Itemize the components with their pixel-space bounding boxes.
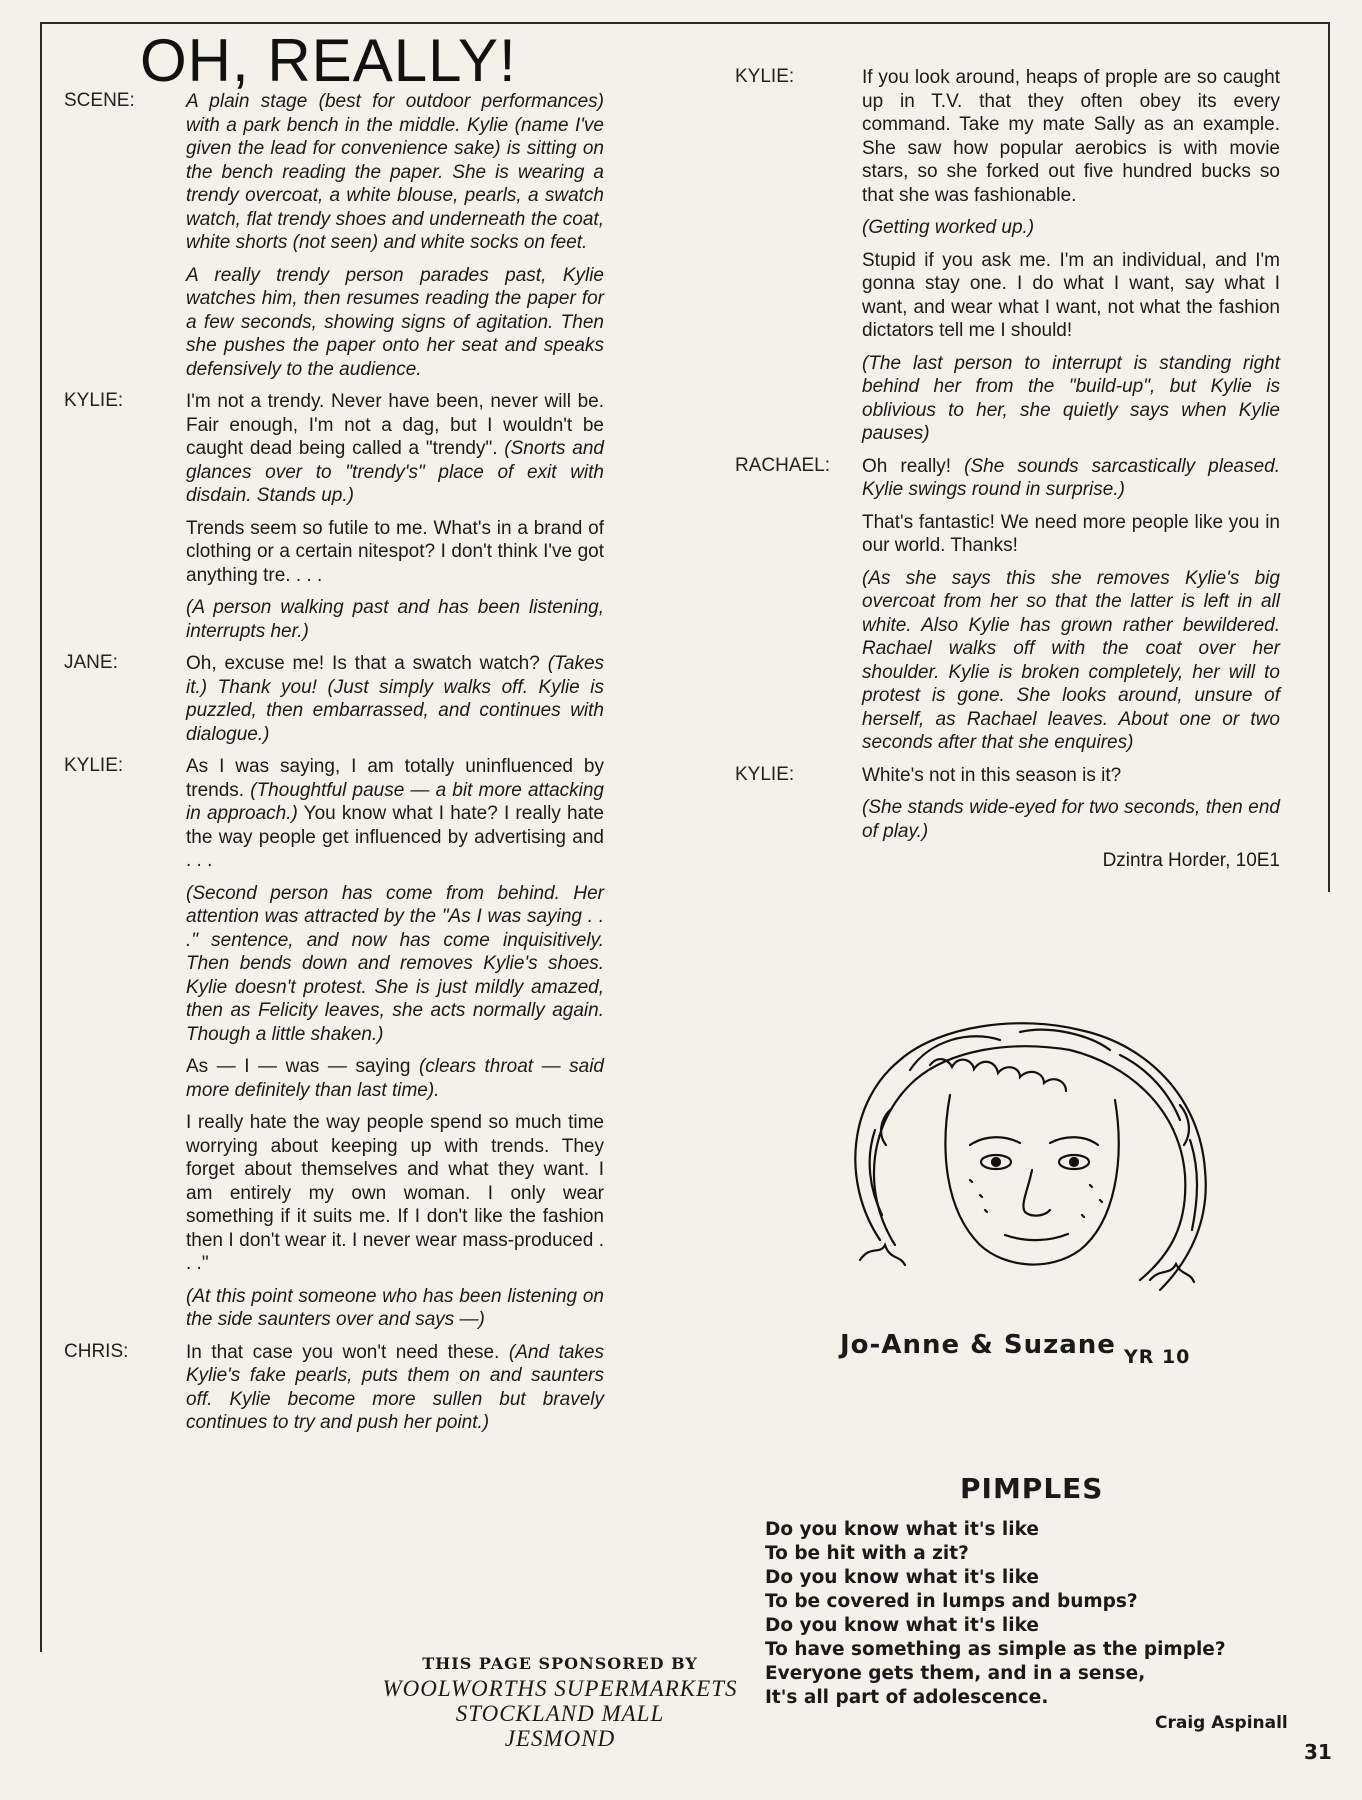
- poem-author: Craig Aspinall: [1155, 1713, 1288, 1733]
- page-border-top: [40, 22, 1330, 24]
- poem-line: Do you know what it's like: [765, 1519, 1039, 1540]
- stage-direction-inline: (She sounds sarcastically pleased. Kylie swings round in surprise.): [862, 455, 1281, 500]
- dialogue-line: [186, 1341, 604, 1435]
- stage-direction-inline: (Thoughtful pause — a bit more attacking in approach.): [186, 779, 604, 824]
- poem-line: Do you know what it's like: [765, 1615, 1039, 1636]
- dialogue-text: Oh, excuse me! Is that a swatch watch?: [186, 653, 540, 674]
- speaker-label: SCENE:: [64, 90, 135, 111]
- stage-direction-inline: (Takes it.) Thank you! (Just simply walks off. Kylie is puzzled, then embarrassed, and continues with dialogue.): [186, 653, 605, 745]
- portrait-drawing: [820, 1010, 1240, 1310]
- page-number: 31: [1304, 1740, 1332, 1764]
- sponsor-line: STOCKLAND MALL: [455, 1701, 665, 1726]
- dialogue-line: [186, 652, 604, 746]
- dialogue-text: As I was saying, I am totally uninfluenced by trends.: [186, 756, 604, 801]
- dialogue-entry: [735, 764, 1280, 844]
- poem-line: Do you know what it's like: [765, 1567, 1039, 1588]
- speaker-label: KYLIE:: [64, 755, 124, 776]
- stage-direction: (She stands wide-eyed for two seconds, then end of play.): [862, 797, 1280, 842]
- dialogue-text: In that case you won't need these.: [186, 1341, 500, 1363]
- sponsor-line: WOOLWORTHS SUPERMARKETS: [382, 1676, 738, 1701]
- dialogue-line: [862, 455, 1280, 502]
- dialogue-entry: [64, 1341, 604, 1435]
- dialogue-text: As — I — was — saying: [186, 1056, 411, 1077]
- stage-direction: (The last person to interrupt is standing right behind her from the "build-up", but Kylie is oblivious to her, she quietly says when Kylie pauses): [862, 352, 1280, 444]
- poem-line: To have something as simple as the pimple?: [765, 1639, 1226, 1660]
- stage-direction: A really trendy person parades past, Kylie watches him, then resumes reading the paper for a few seconds, showing signs of agitation. Then she pushes the paper onto her seat and speaks defensively to the audience.: [186, 264, 604, 380]
- dialogue-entry: [735, 455, 1280, 755]
- speaker-label: JANE:: [64, 652, 118, 673]
- play-author: Dzintra Horder, 10E1: [1102, 850, 1280, 871]
- dialogue-entry: [64, 390, 604, 643]
- dialogue-line: White's not in this season is it?: [862, 764, 1122, 786]
- drawing-caption: [840, 1330, 1191, 1368]
- stage-direction: (At this point someone who has been listening on the side saunters over and says —): [186, 1285, 604, 1330]
- sponsor-line: JESMOND: [504, 1726, 616, 1751]
- stage-direction-inline: (clears throat — said more definitely than last time).: [186, 1056, 604, 1101]
- dialogue-line: Stupid if you ask me. I'm an individual, and I'm gonna stay one. I do what I want, say what I want, and wear what I want, not what the fashion dictators tell me I should!: [862, 249, 1280, 341]
- drawing-year: YR 10: [1123, 1346, 1191, 1368]
- dialogue-line: [186, 1055, 604, 1102]
- drawing-artists: Jo-Anne & Suzane: [840, 1330, 1116, 1360]
- poem-line: It's all part of adolescence.: [765, 1687, 1049, 1708]
- stage-direction: (As she says this she removes Kylie's big overcoat from her so that the latter is left in all white. Also Kylie has grown rather bewildered. Rachael walks off with the coat over her shoulder. Kylie is broken completely, her will to protest is gone. She looks around, unsure of herself, as Rachael leaves. About one or two seconds after that she enquires): [862, 567, 1280, 753]
- stage-direction-inline: (And takes Kylie's fake pearls, puts them on and saunters off. Kylie become more sullen but bravely continues to try and push her point.): [186, 1341, 604, 1433]
- speaker-label: KYLIE:: [735, 66, 795, 87]
- dialogue-line: [186, 755, 604, 873]
- sponsor-block: [370, 1654, 750, 1751]
- page-border-right: [1328, 22, 1330, 892]
- poem-title: PIMPLES: [960, 1472, 1104, 1505]
- dialogue-text: I'm not a trendy. Never have been, never will be. Fair enough, I'm not a dag, but I wouldn't be caught dead being called a "trendy".: [186, 391, 604, 459]
- play-left-column: [64, 90, 604, 1444]
- dialogue-line: I really hate the way people spend so much time worrying about keeping up with trends. They forget about themselves and what they want. I am entirely my own woman. I only wear something if it suits me. If I don't like the fashion then I don't wear it. I never wear mass-produced . . .": [186, 1112, 604, 1274]
- poem-line: To be covered in lumps and bumps?: [765, 1591, 1138, 1612]
- dialogue-text: You know what I hate? I really hate the way people get influenced by advertising and . . .: [186, 803, 604, 871]
- stage-direction: A plain stage (best for outdoor performances) with a park bench in the middle. Kylie (name I've given the lead for convenience sake) is sitting on the bench reading the paper. She is wearing a trendy overcoat, a white blouse, pearls, a swatch watch, flat trendy shoes and underneath the coat, white shorts (not seen) and white socks on feet.: [186, 91, 604, 253]
- dialogue-line: [186, 390, 604, 508]
- speaker-label: RACHAEL:: [735, 454, 831, 476]
- dialogue-line: That's fantastic! We need more people like you in our world. Thanks!: [862, 511, 1280, 556]
- stage-direction: (Getting worked up.): [862, 217, 1035, 238]
- stage-direction: (Second person has come from behind. Her attention was attracted by the "As I was saying . . ." sentence, and now has come inquisitively. Then bends down and removes Kylie's shoes. Kylie doesn't protest. She is just mildly amazed, then as Felicity leaves, she acts normally again. Though a little shaken.): [186, 882, 604, 1045]
- dialogue-text: Oh really!: [862, 455, 952, 477]
- play-right-column: [735, 66, 1280, 872]
- poem-line: To be hit with a zit?: [765, 1543, 969, 1564]
- speaker-label: KYLIE:: [64, 390, 124, 411]
- dialogue-line: If you look around, heaps of prople are so caught up in T.V. that they often obey its every command. Take my mate Sally as an example. She saw how popular aerobics is with movie stars, so she forked out five hundred bucks so that she was fashionable.: [862, 67, 1280, 206]
- speaker-label: CHRIS:: [64, 1340, 129, 1362]
- stage-direction: (A person walking past and has been listening, interrupts her.): [186, 597, 604, 642]
- dialogue-line: Trends seem so futile to me. What's in a brand of clothing or a certain nitespot? I don't think I've got anything tre. . . .: [186, 517, 604, 586]
- stage-direction-inline: (Snorts and glances over to "trendy's" place of exit with disdain. Stands up.): [186, 438, 604, 506]
- speaker-label: KYLIE:: [735, 763, 795, 785]
- dialogue-entry: [64, 652, 604, 746]
- dialogue-entry: [64, 90, 604, 381]
- page-border-left: [40, 22, 42, 1652]
- dialogue-entry: [64, 755, 604, 1332]
- dialogue-entry: [735, 66, 1280, 446]
- sponsor-label: THIS PAGE SPONSORED BY: [422, 1654, 698, 1673]
- play-title: OH, REALLY!: [140, 27, 517, 94]
- poem-body: [765, 1518, 1245, 1710]
- poem-line: Everyone gets them, and in a sense,: [765, 1663, 1146, 1684]
